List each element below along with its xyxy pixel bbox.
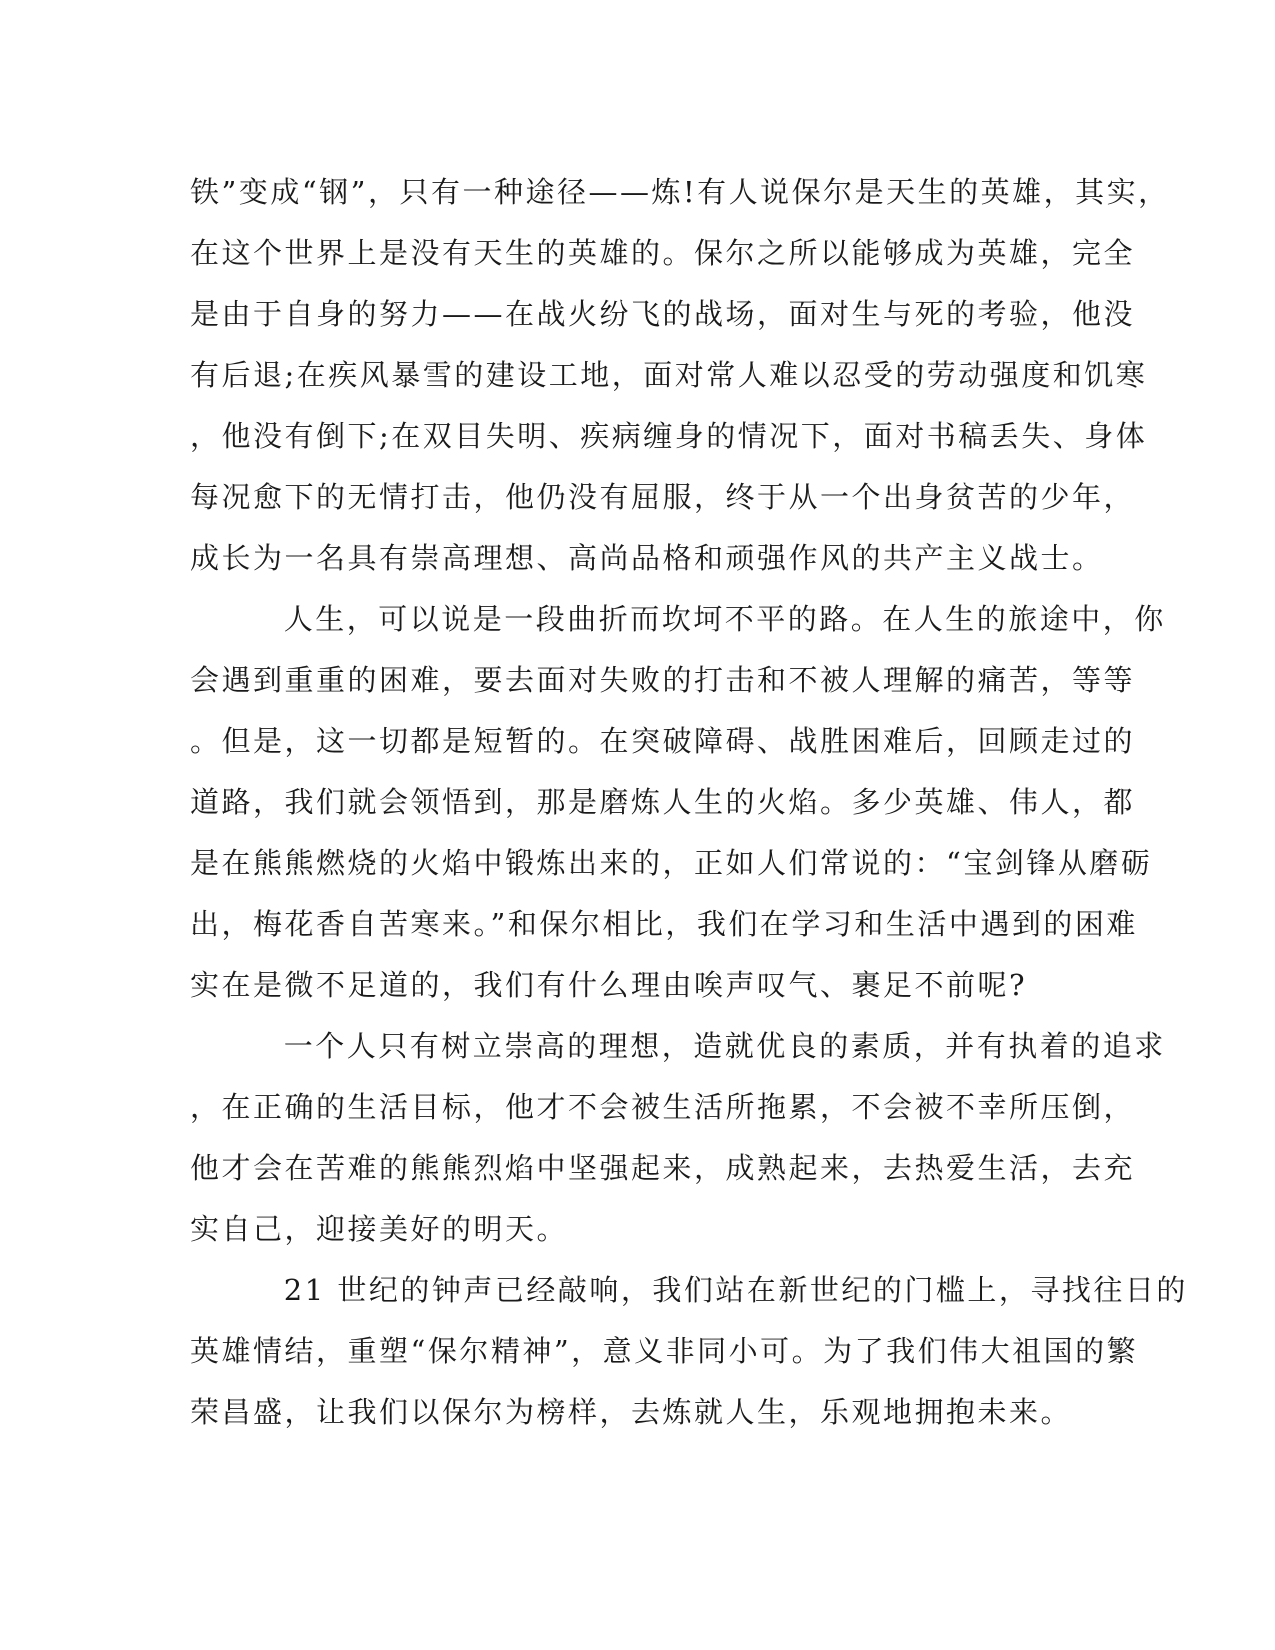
text-line: 道路，我们就会领悟到，那是磨炼人生的火焰。多少英雄、伟人，都: [190, 785, 1136, 819]
text-line: 实自己，迎接美好的明天。: [190, 1212, 569, 1246]
text-line: 一个人只有树立崇高的理想，造就优良的素质，并有执着的追求: [190, 1029, 1166, 1063]
text-line: 成长为一名具有崇高理想、高尚品格和顽强作风的共产主义战士。: [190, 541, 1104, 575]
body-text: [190, 162, 1188, 1443]
text-line: ，在正确的生活目标，他才不会被生活所拖累，不会被不幸所压倒，: [190, 1090, 1136, 1124]
text-line: 荣昌盛，让我们以保尔为榜样，去炼就人生，乐观地拥抱未来。: [190, 1395, 1073, 1429]
text-line: 每况愈下的无情打击，他仍没有屈服，终于从一个出身贫苦的少年，: [190, 480, 1136, 514]
text-line: 实在是微不足道的，我们有什么理由唉声叹气、裹足不前呢?: [190, 968, 1028, 1002]
text-line: 有后退;在疾风暴雪的建设工地，面对常人难以忍受的劳动强度和饥寒: [190, 358, 1148, 392]
text-line: 是由于自身的努力——在战火纷飞的战场，面对生与死的考验，他没: [190, 297, 1136, 331]
text-line: 是在熊熊燃烧的火焰中锻炼出来的，正如人们常说的：“宝剑锋从磨砺: [190, 846, 1153, 880]
text-line: 21 世纪的钟声已经敲响，我们站在新世纪的门槛上，寻找往日的: [190, 1273, 1188, 1307]
text-line: 英雄情结，重塑“保尔精神”，意义非同小可。为了我们伟大祖国的繁: [190, 1334, 1139, 1368]
text-line: 人生，可以说是一段曲折而坎坷不平的路。在人生的旅途中，你: [190, 602, 1166, 636]
text-line: 他才会在苦难的熊熊烈焰中坚强起来，成熟起来，去热爱生活，去充: [190, 1151, 1136, 1185]
text-line: 出，梅花香自苦寒来。”和保尔相比，我们在学习和生活中遇到的困难: [190, 907, 1138, 941]
text-line: 会遇到重重的困难，要去面对失败的打击和不被人理解的痛苦，等等: [190, 663, 1136, 697]
text-line: ，他没有倒下;在双目失明、疾病缠身的情况下，面对书稿丢失、身体: [190, 419, 1148, 453]
text-line: 在这个世界上是没有天生的英雄的。保尔之所以能够成为英雄，完全: [190, 236, 1136, 270]
text-line: 铁”变成“钢”，只有一种途径——炼!有人说保尔是天生的英雄，其实，: [190, 175, 1170, 209]
text-line: 。但是，这一切都是短暂的。在突破障碍、战胜困难后，回顾走过的: [190, 724, 1136, 758]
